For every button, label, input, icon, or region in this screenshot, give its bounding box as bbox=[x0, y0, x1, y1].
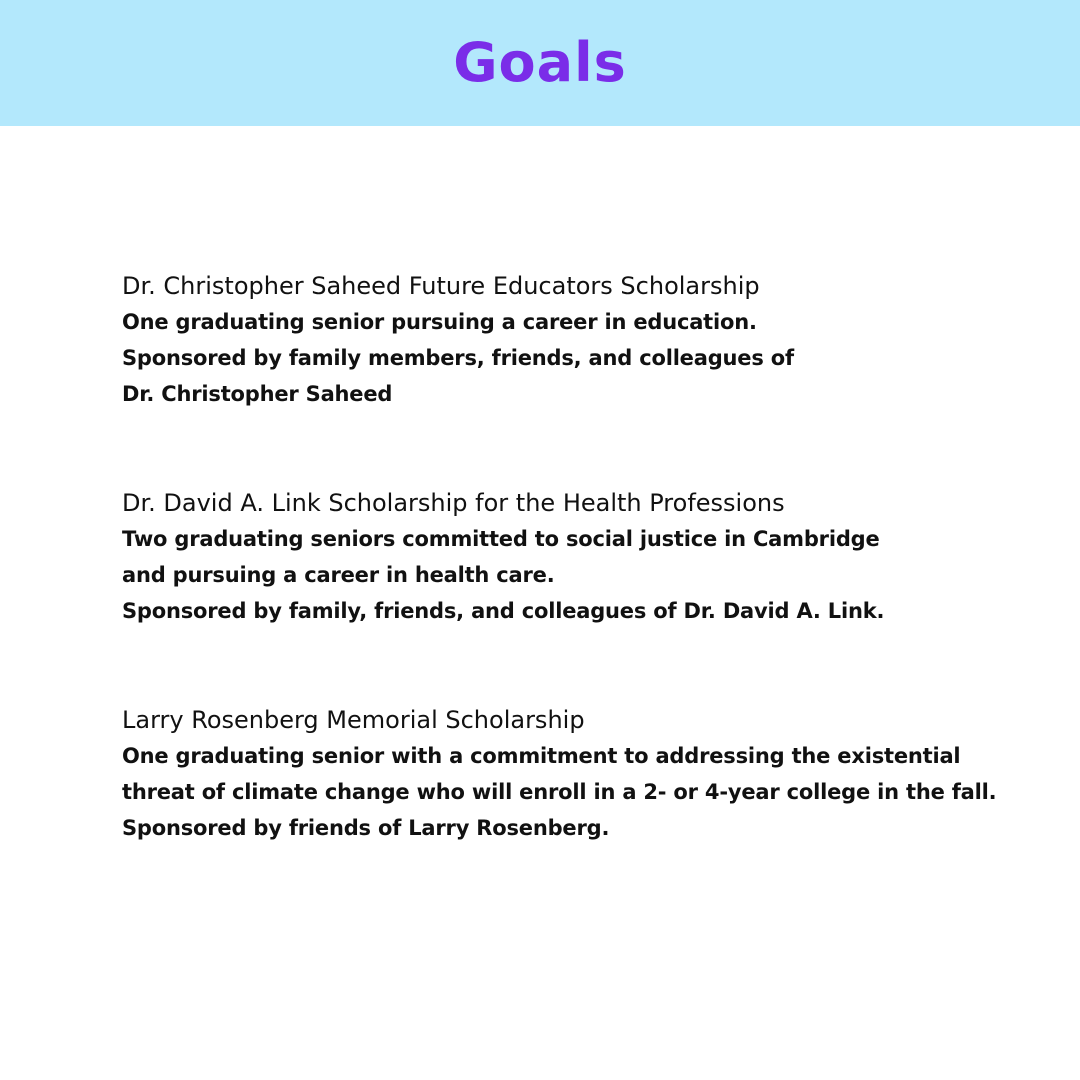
header-band bbox=[0, 0, 1080, 126]
scholarship-sponsor: Sponsored by family, friends, and colleagues of Dr. David A. Link. bbox=[122, 599, 885, 623]
scholarship-saheed bbox=[122, 268, 1022, 412]
scholarship-list bbox=[122, 268, 1022, 846]
scholarship-title: Larry Rosenberg Memorial Scholarship bbox=[122, 706, 585, 734]
scholarship-title: Dr. David A. Link Scholarship for the Health Professions bbox=[122, 489, 785, 517]
page-title: Goals bbox=[453, 31, 627, 94]
scholarship-title: Dr. Christopher Saheed Future Educators Scholarship bbox=[122, 272, 760, 300]
scholarship-description: One graduating senior with a commitment to addressing the existential bbox=[122, 744, 961, 768]
scholarship-description: One graduating senior pursuing a career in education. bbox=[122, 310, 757, 334]
scholarship-description-continued: and pursuing a career in health care. bbox=[122, 563, 555, 587]
scholarship-description: Two graduating seniors committed to social justice in Cambridge bbox=[122, 527, 880, 551]
scholarship-sponsor: Sponsored by friends of Larry Rosenberg. bbox=[122, 816, 610, 840]
scholarship-link bbox=[122, 485, 1022, 629]
scholarship-sponsor: Sponsored by family members, friends, and colleagues of bbox=[122, 346, 794, 370]
scholarship-sponsor-continued: Dr. Christopher Saheed bbox=[122, 382, 393, 406]
scholarship-rosenberg bbox=[122, 702, 1022, 846]
scholarship-description-continued: threat of climate change who will enroll in a 2- or 4-year college in the fall. bbox=[122, 780, 997, 804]
